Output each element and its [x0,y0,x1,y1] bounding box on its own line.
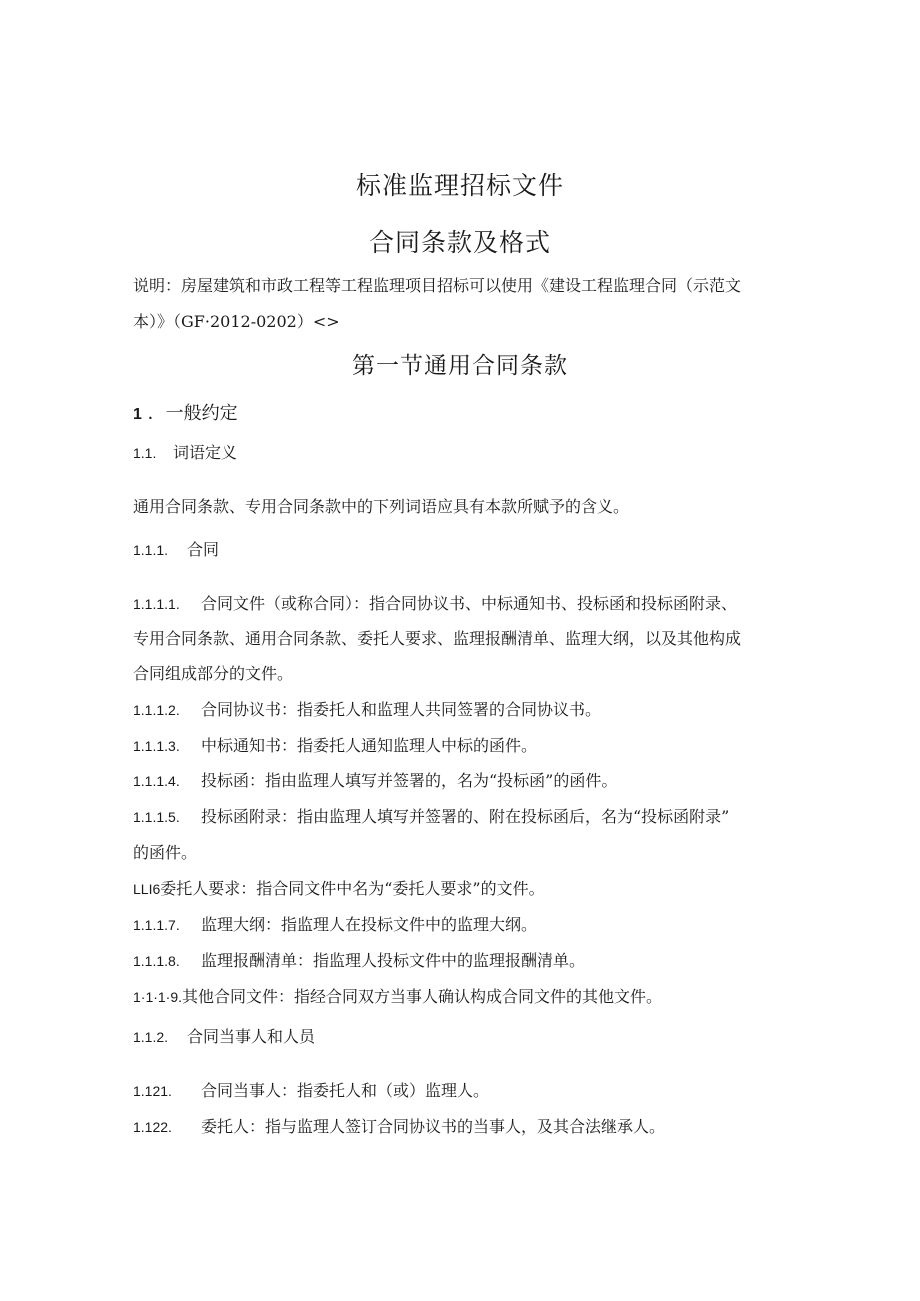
clause-number: 1.1.1.8. [133,953,180,969]
clause-number: 1.1.1.7. [133,917,180,933]
clause-1-1-2 [133,1024,315,1047]
clause-text: 监理大纲：指监理人在投标文件中的监理大纲。 [201,915,538,934]
clause-1-1-1-3 [133,733,537,756]
clause-text: 委托人要求：指合同文件中名为“委托人要求”的文件。 [160,879,545,898]
clause-text: 合同当事人：指委托人和（或）监理人。 [201,1081,490,1100]
clause-number: 1.1.2. [133,1029,169,1045]
clause-text: 词语定义 [173,443,238,462]
clause-text: 委托人：指与监理人签订合同协议书的当事人，及其合法继承人。 [201,1117,666,1136]
clause-number: 1.1.1. [133,542,169,558]
clause-1-1-1 [133,537,219,560]
clause-1-1-1-9 [133,984,662,1007]
intro-paragraph: 通用合同条款、专用合同条款中的下列词语应具有本款所赋予的含义。 [133,497,630,516]
clause-text: 合同当事人和人员 [187,1027,316,1046]
clause-number: 1.1.1.4. [133,773,180,789]
heading-1 [133,399,238,425]
clause-number: 1.1.1.1. [133,596,180,612]
clause-1-1-1-8 [133,948,585,971]
clause-1-1 [133,440,237,463]
clause-text: 投标函：指由监理人填写并签署的，名为“投标函”的函件。 [201,771,618,790]
clause-1-1-1-6 [133,876,545,899]
clause-number: LLI6 [133,881,161,897]
clause-text: 投标函附录：指由监理人填写并签署的、附在投标函后，名为“投标函附录” [201,807,730,826]
document-subtitle: 合同条款及格式 [368,228,551,257]
clause-number: 1.1.1.3. [133,738,180,754]
document-title: 标准监理招标文件 [355,171,564,200]
note-line-2: 本）》（GF·2012-0202）<> [133,312,340,331]
clause-1-1-1-5-line-2: 的函件。 [133,843,198,862]
clause-1-1-2-1 [133,1078,489,1101]
clause-1-1-1-1-line-1 [133,591,737,614]
clause-1-1-1-1-line-3: 合同组成部分的文件。 [133,664,294,683]
clause-1-1-1-5-line-1 [133,804,729,827]
clause-text: 中标通知书：指委托人通知监理人中标的函件。 [201,736,538,755]
clause-number: 1.1.1.2. [133,702,180,718]
clause-1-1-1-1-line-2: 专用合同条款、通用合同条款、委托人要求、监理报酬清单、监理大纲，以及其他构成 [133,629,742,648]
clause-number: 1.122. [133,1119,172,1135]
clause-text: 监理报酬清单：指监理人投标文件中的监理报酬清单。 [201,951,586,970]
clause-number: 1.1.1.5. [133,809,180,825]
note-line-1: 说明：房屋建筑和市政工程等工程监理项目招标可以使用《建设工程监理合同（示范文 [133,276,742,295]
clause-1-1-1-4 [133,768,617,791]
clause-number: 1.1. [133,445,157,461]
heading-1-text: ．一般约定 [147,403,238,424]
clause-text: 合同 [187,540,220,559]
clause-1-1-1-2 [133,697,601,720]
clause-1-1-1-7 [133,912,537,935]
heading-1-number: 1 [133,406,142,423]
clause-number: 1·1·1·9. [133,989,183,1005]
clause-number: 1.121. [133,1083,172,1099]
clause-text: 其他合同文件：指经合同双方当事人确认构成合同文件的其他文件。 [182,987,663,1006]
clause-text: 合同文件（或称合同）：指合同协议书、中标通知书、投标函和投标函附录、 [201,594,738,613]
clause-1-1-2-2 [133,1114,665,1137]
clause-text: 合同协议书：指委托人和监理人共同签署的合同协议书。 [201,700,602,719]
section-title: 第一节通用合同条款 [352,353,568,379]
